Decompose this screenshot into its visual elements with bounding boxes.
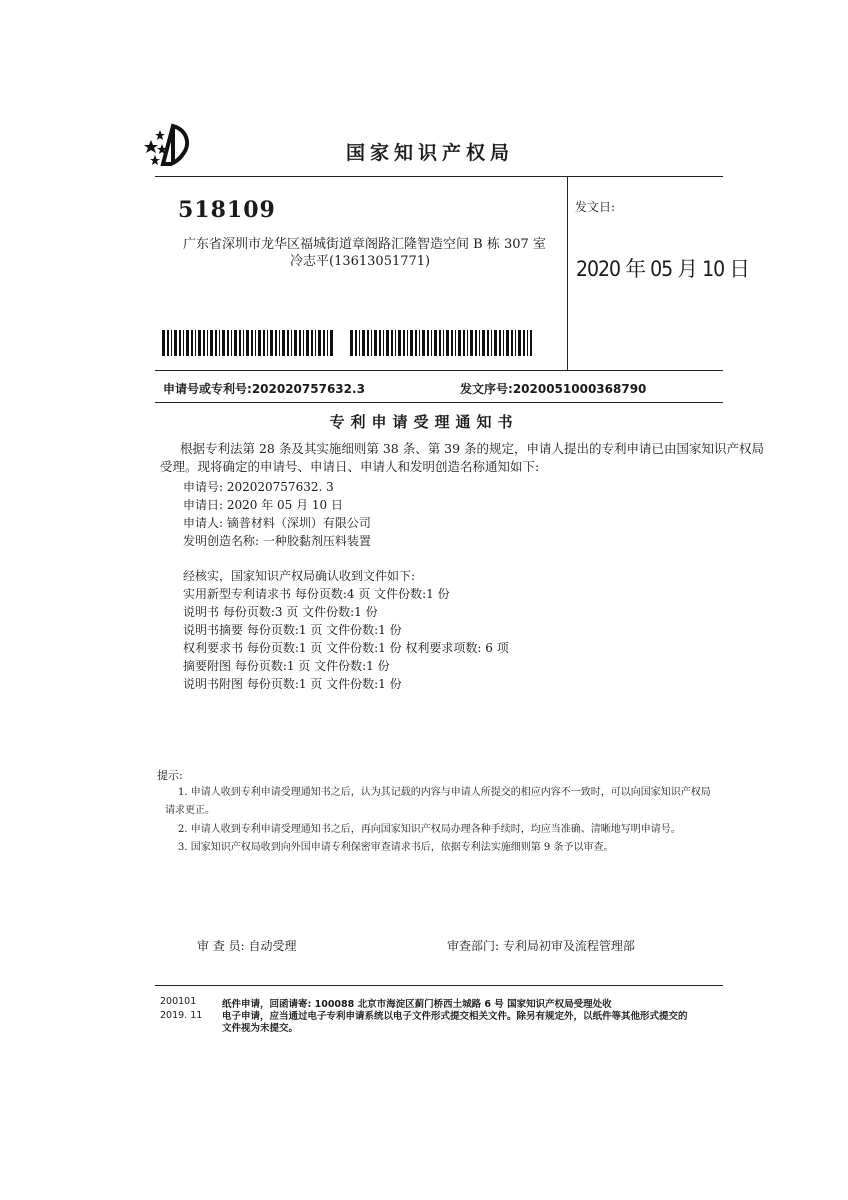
footer-line-3: 文件视为未提交。	[222, 1023, 299, 1034]
applicant-line: 申请人: 镝普材料（深圳）有限公司	[183, 516, 371, 530]
application-number-label: 申请号或专利号:	[163, 382, 252, 396]
document-title: 专利申请受理通知书	[329, 413, 519, 431]
recipient: 冷志平(13613051771)	[290, 254, 431, 269]
footer-rule	[155, 985, 723, 986]
file-item: 摘要附图 每份页数:1 页 文件份数:1 份	[183, 659, 390, 673]
file-item: 说明书 每份页数:3 页 文件份数:1 份	[183, 605, 378, 619]
file-item: 实用新型专利请求书 每份页数:4 页 文件份数:1 份	[183, 587, 450, 601]
hint-1-line-1: 1. 申请人收到专利申请受理通知书之后，认为其记载的内容与申请人所提交的相应内容不一致时，可以向国家知识产权局	[178, 787, 711, 798]
intro-line-2: 受理。现将确定的申请号、申请日、申请人和发明创造名称通知如下:	[160, 459, 540, 474]
footer-line-2: 电子申请，应当通过电子专利申请系统以电子文件形式提交相关文件。除另有规定外，以纸件等其他形式提交的	[222, 1011, 688, 1022]
application-no-line: 申请号: 202020757632. 3	[183, 480, 334, 494]
hints-title: 提示:	[157, 769, 183, 782]
intro-line-1: 根据专利法第 28 条及其实施细则第 38 条、第 39 条的规定，申请人提出的专利申请已由国家知识产权局	[180, 441, 765, 456]
form-code: 200101	[160, 996, 197, 1007]
frame-bottom-rule	[155, 370, 723, 371]
form-date: 2019. 11	[160, 1010, 203, 1021]
hint-3: 3. 国家知识产权局收到向外国申请专利保密审查请求书后，依据专利法实施细则第 9 条予以审查。	[178, 842, 614, 853]
barcode-right	[350, 330, 532, 356]
serial-number	[460, 380, 646, 397]
application-date-line: 申请日: 2020 年 05 月 10 日	[183, 498, 344, 512]
office-name: 国家知识产权局	[346, 142, 515, 164]
verified-line: 经核实，国家知识产权局确认收到文件如下:	[183, 569, 416, 583]
file-item: 说明书附图 每份页数:1 页 文件份数:1 份	[183, 677, 402, 691]
hint-2: 2. 申请人收到专利申请受理通知书之后，再向国家知识产权局办理各种手续时，均应当准确、清晰地写明申请号。	[178, 824, 681, 835]
hint-1-line-2: 请求更正。	[165, 805, 215, 816]
barcode-left	[162, 330, 334, 356]
examiner: 审 查 员: 自动受理	[197, 939, 297, 953]
serial-number-value: 2020051000368790	[512, 382, 647, 396]
department: 审查部门: 专利局初审及流程管理部	[447, 939, 635, 953]
frame-divider	[567, 176, 568, 371]
application-number	[163, 380, 365, 397]
cnipa-logo	[143, 122, 193, 168]
file-item: 权利要求书 每份页数:1 页 文件份数:1 份 权利要求项数: 6 项	[183, 641, 509, 655]
serial-number-label: 发文序号:	[460, 382, 513, 396]
footer-line-1: 纸件申请，回函请寄: 100088 北京市海淀区蓟门桥西土城路 6 号 国家知识产权局受理处收	[222, 999, 612, 1010]
send-date-label: 发文日:	[575, 200, 616, 214]
mail-address: 广东省深圳市龙华区福城街道章阁路汇隆智造空间 B 栋 307 室	[183, 237, 546, 252]
file-item: 说明书摘要 每份页数:1 页 文件份数:1 份	[183, 623, 402, 637]
frame-top-rule	[155, 176, 723, 177]
ids-rule	[155, 402, 723, 403]
send-date-value: 2020 年 05 月 10 日	[576, 257, 750, 281]
postcode: 518109	[178, 197, 276, 223]
application-number-value: 202020757632.3	[251, 382, 365, 396]
invention-name-line: 发明创造名称: 一种胶黏剂压料装置	[183, 534, 371, 548]
